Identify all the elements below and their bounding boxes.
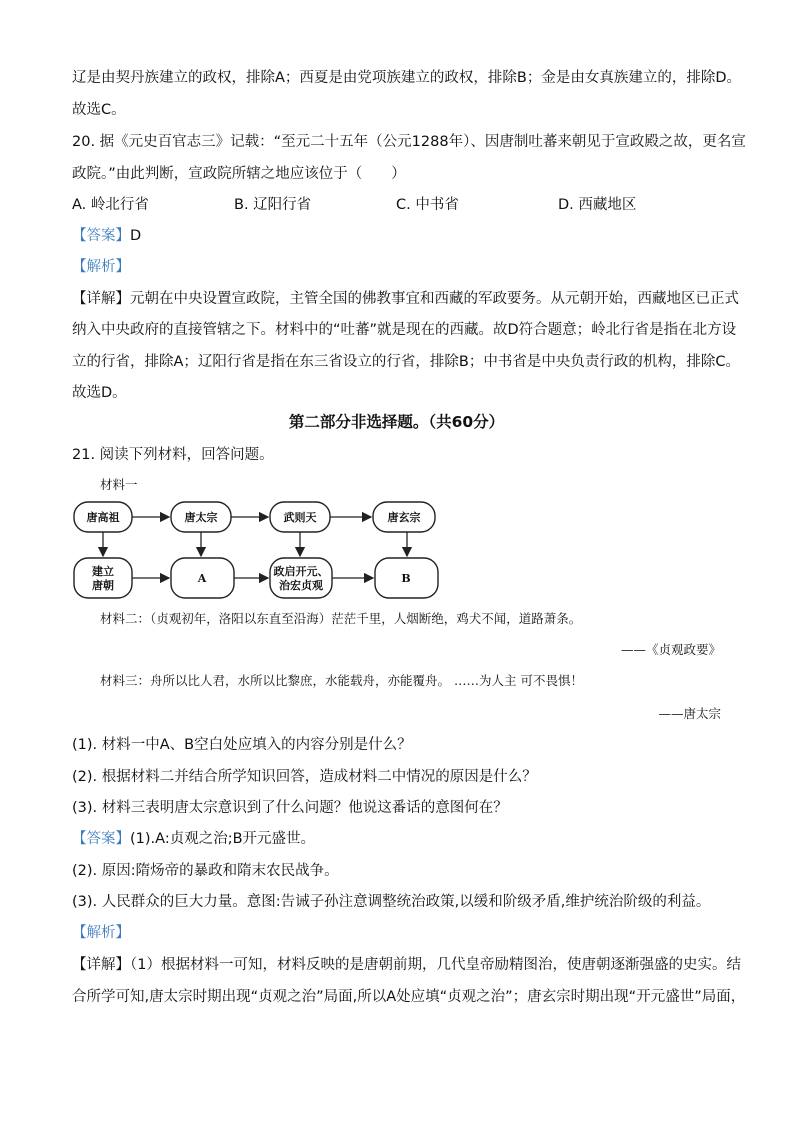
q21-question-2: (2). 根据材料二并结合所学知识回答，造成材料二中情况的原因是什么？ bbox=[72, 769, 537, 785]
material1-label: 材料一 bbox=[100, 477, 138, 492]
q20-stem-line-2: 政院。”由此判断，宣政院所辖之地应该位于（ ） bbox=[72, 166, 406, 182]
flow-box-found-tang bbox=[74, 558, 132, 598]
q21-detail-line-1: 【详解】（1）根据材料一可知，材料反映的是唐朝前期，几代皇帝励精图治，使唐朝逐渐强盛的史实。结 bbox=[72, 957, 741, 973]
q20-detail-line-2: 纳入中央政府的直接管辖之下。材料中的“吐蕃”就是现在的西藏。故D符合题意；岭北行省是指在北方设 bbox=[72, 322, 737, 338]
q21-answer-2: (2). 原因:隋炀帝的暴政和隋末农民战争。 bbox=[72, 863, 339, 879]
flow-box-kaiyuan bbox=[270, 558, 332, 598]
flow-label-found-2: 唐朝 bbox=[92, 579, 114, 592]
q21-question-3: (3). 材料三表明唐太宗意识到了什么问题？他说这番话的意图何在？ bbox=[72, 800, 508, 816]
q21-answer-1 bbox=[72, 827, 315, 848]
q20-option-d: D. 西藏地区 bbox=[558, 197, 637, 213]
material2-text: 材料二：（贞观初年，洛阳以东直至沿海）茫茫千里，人烟断绝，鸡犬不闻，道路萧条。 bbox=[100, 611, 582, 626]
part2-title: 第二部分非选择题。（共60分） bbox=[288, 413, 505, 431]
prev-answer-line-1: 辽是由契丹族建立的政权，排除A；西夏是由党项族建立的政权，排除B；金是由女真族建立的，排除D。 bbox=[72, 70, 742, 86]
flow-label-tang-taizong: 唐太宗 bbox=[184, 511, 218, 524]
material2-source: ——《贞观政要》 bbox=[620, 642, 721, 657]
q21-intro: 21. 阅读下列材料，回答问题。 bbox=[72, 447, 274, 463]
answer-value: D bbox=[130, 228, 142, 244]
q20-answer bbox=[72, 224, 141, 245]
flow-label-tang-gaozu: 唐高祖 bbox=[86, 511, 120, 524]
q20-detail-line-4: 故选D。 bbox=[72, 385, 127, 401]
q20-option-b: B. 辽阳行省 bbox=[234, 197, 312, 213]
answer-tag: 【答案】 bbox=[72, 831, 130, 847]
q20-detail-line-1: 【详解】元朝在中央设置宣政院，主管全国的佛教事宜和西藏的军政要务。从元朝开始，西藏地区已正式 bbox=[72, 291, 739, 307]
q20-stem-line-1: 20. 据《元史百官志三》记载：“至元二十五年（公元1288年）、因唐制吐蕃来朝见于宣政殿之故，更名宣 bbox=[72, 134, 746, 150]
prev-answer-line-2: 故选C。 bbox=[72, 102, 126, 118]
material1-flowchart bbox=[68, 498, 448, 604]
q20-option-c: C. 中书省 bbox=[396, 197, 459, 213]
answer-tag: 【答案】 bbox=[72, 228, 130, 244]
q21-question-1: (1). 材料一中A、B空白处应填入的内容分别是什么？ bbox=[72, 737, 412, 753]
flow-label-a: A bbox=[197, 572, 207, 585]
q21-detail-line-2: 合所学可知,唐太宗时期出现“贞观之治”局面,所以A处应填“贞观之治”；唐玄宗时期出现“开元盛世”局面， bbox=[72, 989, 746, 1005]
flow-label-kaiyuan-1: 政启开元、 bbox=[273, 565, 329, 578]
q20-detail-line-3: 立的行省，排除A；辽阳行省是指在东三省设立的行省，排除B；中书省是中央负责行政的机构，排除C。 bbox=[72, 354, 740, 370]
q21-answer-3: (3). 人民群众的巨大力量。意图:告诫子孙注意调整统治政策,以缓和阶级矛盾,维护统治阶级的利益。 bbox=[72, 894, 711, 910]
flow-label-wu-zetian: 武则天 bbox=[283, 511, 317, 524]
flow-label-tang-xuanzong: 唐玄宗 bbox=[387, 511, 421, 524]
flow-label-kaiyuan-2: 治宏贞观 bbox=[279, 579, 323, 592]
q20-analysis-tag: 【解析】 bbox=[72, 259, 130, 275]
material3-source: ——唐太宗 bbox=[658, 706, 721, 721]
flow-label-b: B bbox=[401, 572, 411, 585]
q20-option-a: A. 岭北行省 bbox=[72, 197, 149, 213]
q21-analysis-tag: 【解析】 bbox=[72, 925, 130, 941]
answer-value: (1).A:贞观之治;B开元盛世。 bbox=[130, 831, 316, 847]
material3-text: 材料三：舟所以比人君，水所以比黎庶，水能载舟，亦能覆舟。 ……为人主 可不畏惧！ bbox=[100, 673, 583, 688]
flow-label-found-1: 建立 bbox=[92, 565, 114, 578]
